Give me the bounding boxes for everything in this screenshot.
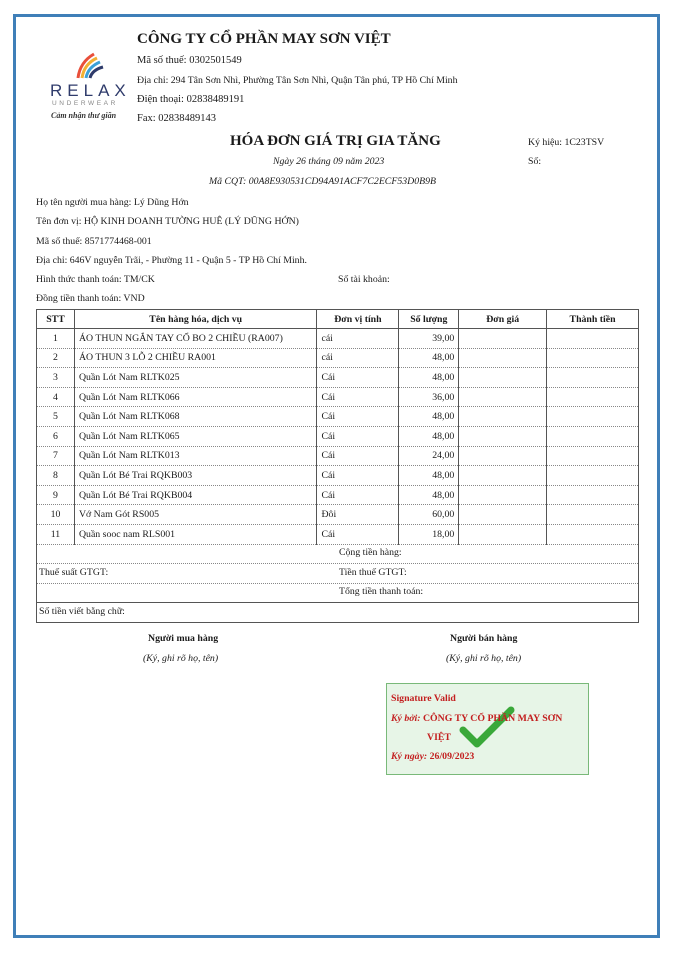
table-row — [37, 426, 639, 446]
cell-quantity: 39,00 — [399, 329, 459, 349]
payment-method: Hình thức thanh toán: TM/CK — [36, 274, 155, 285]
cell-item-name: Quần sooc nam RLS001 — [74, 524, 317, 544]
buyer-address: Địa chỉ: 646V nguyễn Trãi, - Phường 11 - Quận 5 - TP Hồ Chí Minh. — [36, 255, 307, 266]
cell-stt: 11 — [37, 524, 75, 544]
cell-amount — [547, 466, 639, 486]
cell-amount — [547, 348, 639, 368]
cell-unit-price — [459, 485, 547, 505]
divider — [37, 583, 638, 584]
cell-unit: cái — [317, 329, 399, 349]
cell-amount — [547, 426, 639, 446]
table-row — [37, 329, 639, 349]
divider — [37, 563, 638, 564]
cell-unit-price — [459, 466, 547, 486]
signed-by-name: CÔNG TY CỔ PHẦN MAY SƠN — [422, 713, 563, 724]
cell-quantity: 36,00 — [399, 387, 459, 407]
logo-wordmark: RELAX — [50, 81, 131, 100]
cell-item-name: Quần Lót Nam RLTK065 — [74, 426, 317, 446]
cell-stt: 3 — [37, 368, 75, 388]
cell-stt: 4 — [37, 387, 75, 407]
vat-amount-label: Tiền thuế GTGT: — [339, 567, 407, 578]
cell-stt: 9 — [37, 485, 75, 505]
invoice-title: HÓA ĐƠN GIÁ TRỊ GIA TĂNG — [230, 133, 441, 149]
cell-unit: Cái — [317, 368, 399, 388]
seller-signature-title: Người bán hàng — [450, 633, 518, 644]
table-row — [37, 446, 639, 466]
cell-item-name: Quần Lót Bé Trai RQKB004 — [74, 485, 317, 505]
header-amount: Thành tiền — [547, 310, 639, 329]
cell-item-name: Quần Lót Nam RLTK068 — [74, 407, 317, 427]
cell-unit: Đôi — [317, 505, 399, 525]
cell-unit: cái — [317, 348, 399, 368]
cell-unit-price — [459, 348, 547, 368]
cell-unit-price — [459, 407, 547, 427]
cell-quantity: 48,00 — [399, 407, 459, 427]
payment-currency: Đồng tiền thanh toán: VND — [36, 293, 145, 304]
cell-unit: Cái — [317, 426, 399, 446]
seller-tax-code: Mã số thuế: 0302501549 — [137, 55, 242, 66]
cell-quantity: 48,00 — [399, 485, 459, 505]
vat-rate-label: Thuế suất GTGT: — [39, 567, 109, 578]
cell-item-name: ÁO THUN NGẮN TAY CỔ BO 2 CHIỀU (RA007) — [74, 329, 317, 349]
seller-company-name: CÔNG TY CỔ PHẦN MAY SƠN VIỆT — [137, 31, 391, 47]
buyer-unit: Tên đơn vị: HỘ KINH DOANH TƯỜNG HUÊ (LÝ DŨNG HỚN) — [36, 216, 299, 227]
cell-unit-price — [459, 329, 547, 349]
cell-unit-price — [459, 446, 547, 466]
cell-unit: Cái — [317, 446, 399, 466]
cell-unit: Cái — [317, 387, 399, 407]
cell-quantity: 18,00 — [399, 524, 459, 544]
table-row — [37, 368, 639, 388]
cell-item-name: ÁO THUN 3 LỖ 2 CHIỀU RA001 — [74, 348, 317, 368]
cell-amount — [547, 329, 639, 349]
cell-quantity: 48,00 — [399, 348, 459, 368]
buyer-signature-note: (Ký, ghi rõ họ, tên) — [143, 653, 219, 664]
invoice-date: Ngày 26 tháng 09 năm 2023 — [273, 156, 385, 167]
seller-signature-note: (Ký, ghi rõ họ, tên) — [446, 653, 522, 664]
table-row — [37, 485, 639, 505]
invoice-number: Số: — [528, 156, 542, 167]
logo-subtitle: UNDERWEAR — [52, 100, 118, 107]
cell-unit: Cái — [317, 466, 399, 486]
seller-fax: Fax: 02838489143 — [137, 113, 217, 124]
totals-block — [36, 544, 639, 623]
buyer-name: Họ tên người mua hàng: Lý Dũng Hớn — [36, 197, 189, 208]
cell-quantity: 24,00 — [399, 446, 459, 466]
cell-stt: 5 — [37, 407, 75, 427]
cell-amount — [547, 446, 639, 466]
sign-date-label: Ký ngày: — [391, 751, 428, 762]
items-table — [36, 309, 639, 545]
cell-unit: Cái — [317, 407, 399, 427]
amount-in-words-label: Số tiền viết bằng chữ: — [39, 606, 125, 617]
signed-by-name-cont: VIỆT — [427, 732, 451, 743]
cell-unit-price — [459, 387, 547, 407]
cell-item-name: Quần Lót Nam RLTK013 — [74, 446, 317, 466]
sign-date: 26/09/2023 — [429, 751, 475, 762]
cell-quantity: 48,00 — [399, 368, 459, 388]
buyer-signature-title: Người mua hàng — [148, 633, 219, 644]
table-header-row — [37, 310, 639, 329]
logo-mark-icon — [72, 50, 106, 80]
cell-amount — [547, 407, 639, 427]
table-row — [37, 466, 639, 486]
cell-item-name: Quần Lót Nam RLTK066 — [74, 387, 317, 407]
seller-address: Địa chỉ: 294 Tân Sơn Nhì, Phường Tân Sơn Nhì, Quận Tân phú, TP Hồ Chí Minh — [137, 75, 458, 86]
table-row — [37, 387, 639, 407]
subtotal-label: Cộng tiền hàng: — [339, 547, 402, 558]
cell-stt: 7 — [37, 446, 75, 466]
invoice-cqt-code: Mã CQT: 00A8E930531CD94A91ACF7C2ECF53D0B9B — [209, 176, 436, 187]
cell-stt: 2 — [37, 348, 75, 368]
cell-quantity: 48,00 — [399, 426, 459, 446]
cell-amount — [547, 505, 639, 525]
cell-item-name: Quần Lót Bé Trai RQKB003 — [74, 466, 317, 486]
cell-unit-price — [459, 524, 547, 544]
table-row — [37, 407, 639, 427]
cell-unit-price — [459, 505, 547, 525]
cell-amount — [547, 387, 639, 407]
cell-quantity: 48,00 — [399, 466, 459, 486]
table-row — [37, 505, 639, 525]
digital-signature-box — [386, 683, 589, 775]
company-logo — [45, 48, 135, 128]
cell-unit-price — [459, 368, 547, 388]
total-label: Tổng tiền thanh toán: — [339, 586, 424, 597]
buyer-tax-code: Mã số thuế: 8571774468-001 — [36, 236, 152, 247]
invoice-symbol: Ký hiệu: 1C23TSV — [528, 137, 605, 148]
header-quantity: Số lượng — [399, 310, 459, 329]
header-unit: Đơn vị tính — [317, 310, 399, 329]
cell-amount — [547, 485, 639, 505]
cell-amount — [547, 368, 639, 388]
seller-phone: Điện thoại: 02838489191 — [137, 94, 245, 105]
cell-stt: 10 — [37, 505, 75, 525]
table-row — [37, 348, 639, 368]
header-stt: STT — [37, 310, 75, 329]
cell-stt: 1 — [37, 329, 75, 349]
cell-unit: Cái — [317, 485, 399, 505]
cell-quantity: 60,00 — [399, 505, 459, 525]
cell-item-name: Quần Lót Nam RLTK025 — [74, 368, 317, 388]
header-item-name: Tên hàng hóa, dịch vụ — [74, 310, 317, 329]
logo-tagline: Cảm nhận thư giãn — [51, 111, 117, 120]
cell-unit: Cái — [317, 524, 399, 544]
signature-status: Signature Valid — [391, 693, 456, 704]
check-icon — [457, 704, 517, 752]
divider — [37, 602, 638, 603]
cell-item-name: Vớ Nam Gót RS005 — [74, 505, 317, 525]
cell-amount — [547, 524, 639, 544]
cell-stt: 6 — [37, 426, 75, 446]
signed-by-label: Ký bởi: — [391, 713, 421, 724]
table-row — [37, 524, 639, 544]
cell-stt: 8 — [37, 466, 75, 486]
header-unit-price: Đơn giá — [459, 310, 547, 329]
bank-account: Số tài khoản: — [338, 274, 390, 285]
cell-unit-price — [459, 426, 547, 446]
